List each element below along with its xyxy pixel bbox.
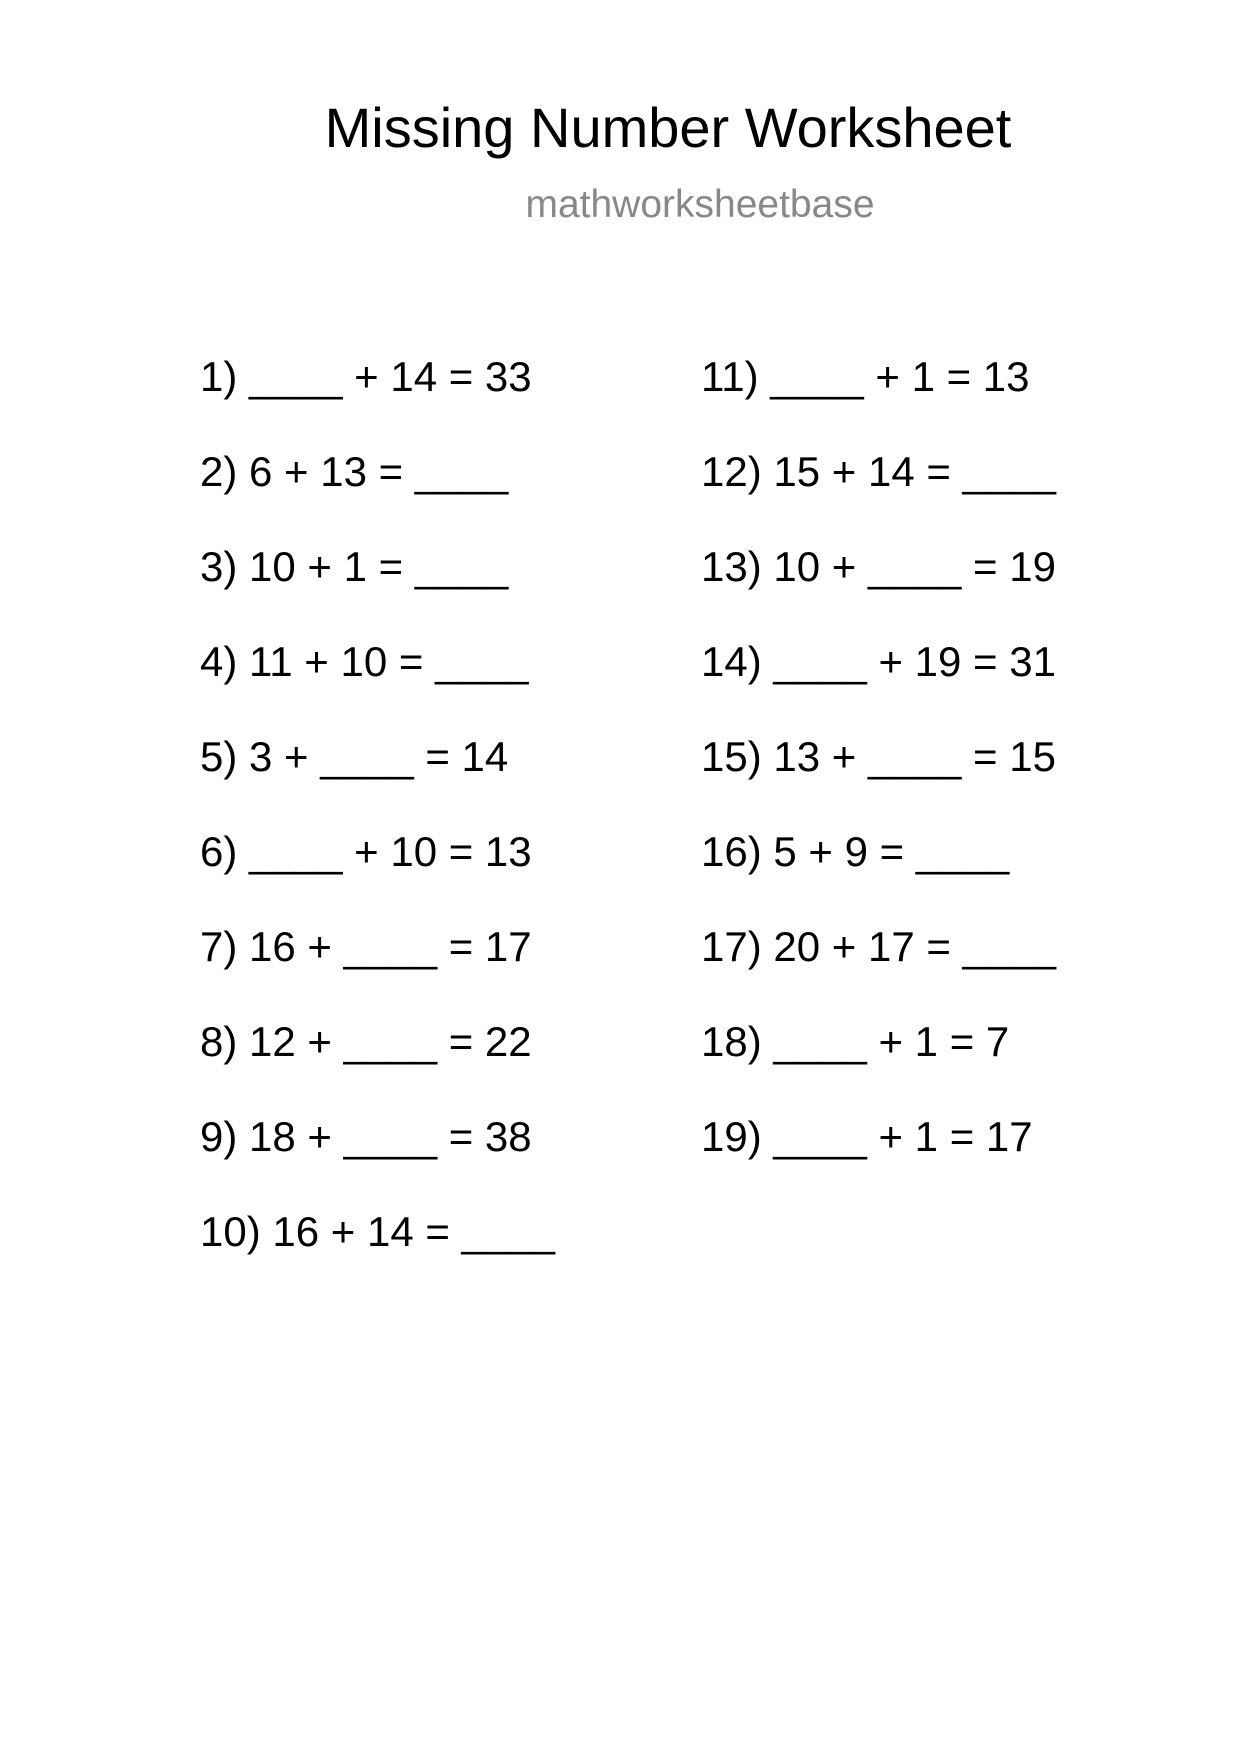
problem-equation: 16 + ____ = 17: [249, 923, 532, 970]
problem-item: [701, 635, 1056, 730]
problem-number: 3): [200, 543, 238, 590]
problem-item: [701, 1110, 1056, 1205]
problem-equation: 13 + ____ = 15: [773, 733, 1056, 780]
problem-equation: ____ + 19 = 31: [773, 638, 1056, 685]
problem-equation: 15 + 14 = ____: [773, 448, 1056, 495]
problem-item: [701, 445, 1056, 540]
problem-equation: 6 + 13 = ____: [249, 448, 509, 495]
problem-item: [701, 920, 1056, 1015]
problem-item: [701, 730, 1056, 825]
problem-number: 2): [200, 448, 238, 495]
problem-item: [200, 540, 555, 635]
problem-number: 17): [701, 923, 762, 970]
problem-number: 5): [200, 733, 238, 780]
problem-number: 12): [701, 448, 762, 495]
problem-item: [701, 350, 1056, 445]
problem-equation: ____ + 1 = 17: [773, 1113, 1033, 1160]
worksheet-title: Missing Number Worksheet: [324, 96, 1012, 159]
problem-number: 16): [701, 828, 762, 875]
problem-item: [200, 445, 555, 540]
problem-item: [701, 1015, 1056, 1110]
problem-equation: 16 + 14 = ____: [272, 1208, 555, 1255]
problem-item: [200, 730, 555, 825]
problem-equation: ____ + 14 = 33: [249, 353, 532, 400]
worksheet-source: mathworksheetbase: [525, 183, 875, 226]
problem-item: [200, 1110, 555, 1205]
problem-number: 9): [200, 1113, 238, 1160]
problem-equation: 12 + ____ = 22: [249, 1018, 532, 1065]
problem-number: 18): [701, 1018, 762, 1065]
problem-number: 13): [701, 543, 762, 590]
problem-equation: 3 + ____ = 14: [249, 733, 509, 780]
problem-equation: 20 + 17 = ____: [773, 923, 1056, 970]
problem-item: [200, 1205, 555, 1300]
problem-equation: ____ + 1 = 13: [770, 353, 1030, 400]
problem-number: 15): [701, 733, 762, 780]
problem-equation: 5 + 9 = ____: [773, 828, 1010, 875]
problem-item: [701, 825, 1056, 920]
problem-item: [200, 350, 555, 445]
problem-number: 6): [200, 828, 238, 875]
problem-number: 11): [701, 353, 759, 400]
problem-item: [200, 825, 555, 920]
problem-item: [200, 920, 555, 1015]
problem-item: [200, 1015, 555, 1110]
problem-equation: 18 + ____ = 38: [249, 1113, 532, 1160]
problems-column-right: [701, 350, 1056, 1205]
problem-number: 14): [701, 638, 762, 685]
problem-item: [701, 540, 1056, 635]
problem-number: 1): [200, 353, 238, 400]
problem-number: 10): [200, 1208, 261, 1255]
problem-number: 4): [200, 638, 238, 685]
problem-item: [200, 635, 555, 730]
problem-number: 8): [200, 1018, 238, 1065]
problem-equation: 10 + ____ = 19: [773, 543, 1056, 590]
problem-equation: ____ + 10 = 13: [249, 828, 532, 875]
problem-equation: ____ + 1 = 7: [773, 1018, 1010, 1065]
problems-column-left: [200, 350, 555, 1300]
problem-equation: 10 + 1 = ____: [249, 543, 509, 590]
problem-number: 19): [701, 1113, 762, 1160]
problem-equation: 11 + 10 = ____: [249, 638, 529, 685]
problem-number: 7): [200, 923, 238, 970]
